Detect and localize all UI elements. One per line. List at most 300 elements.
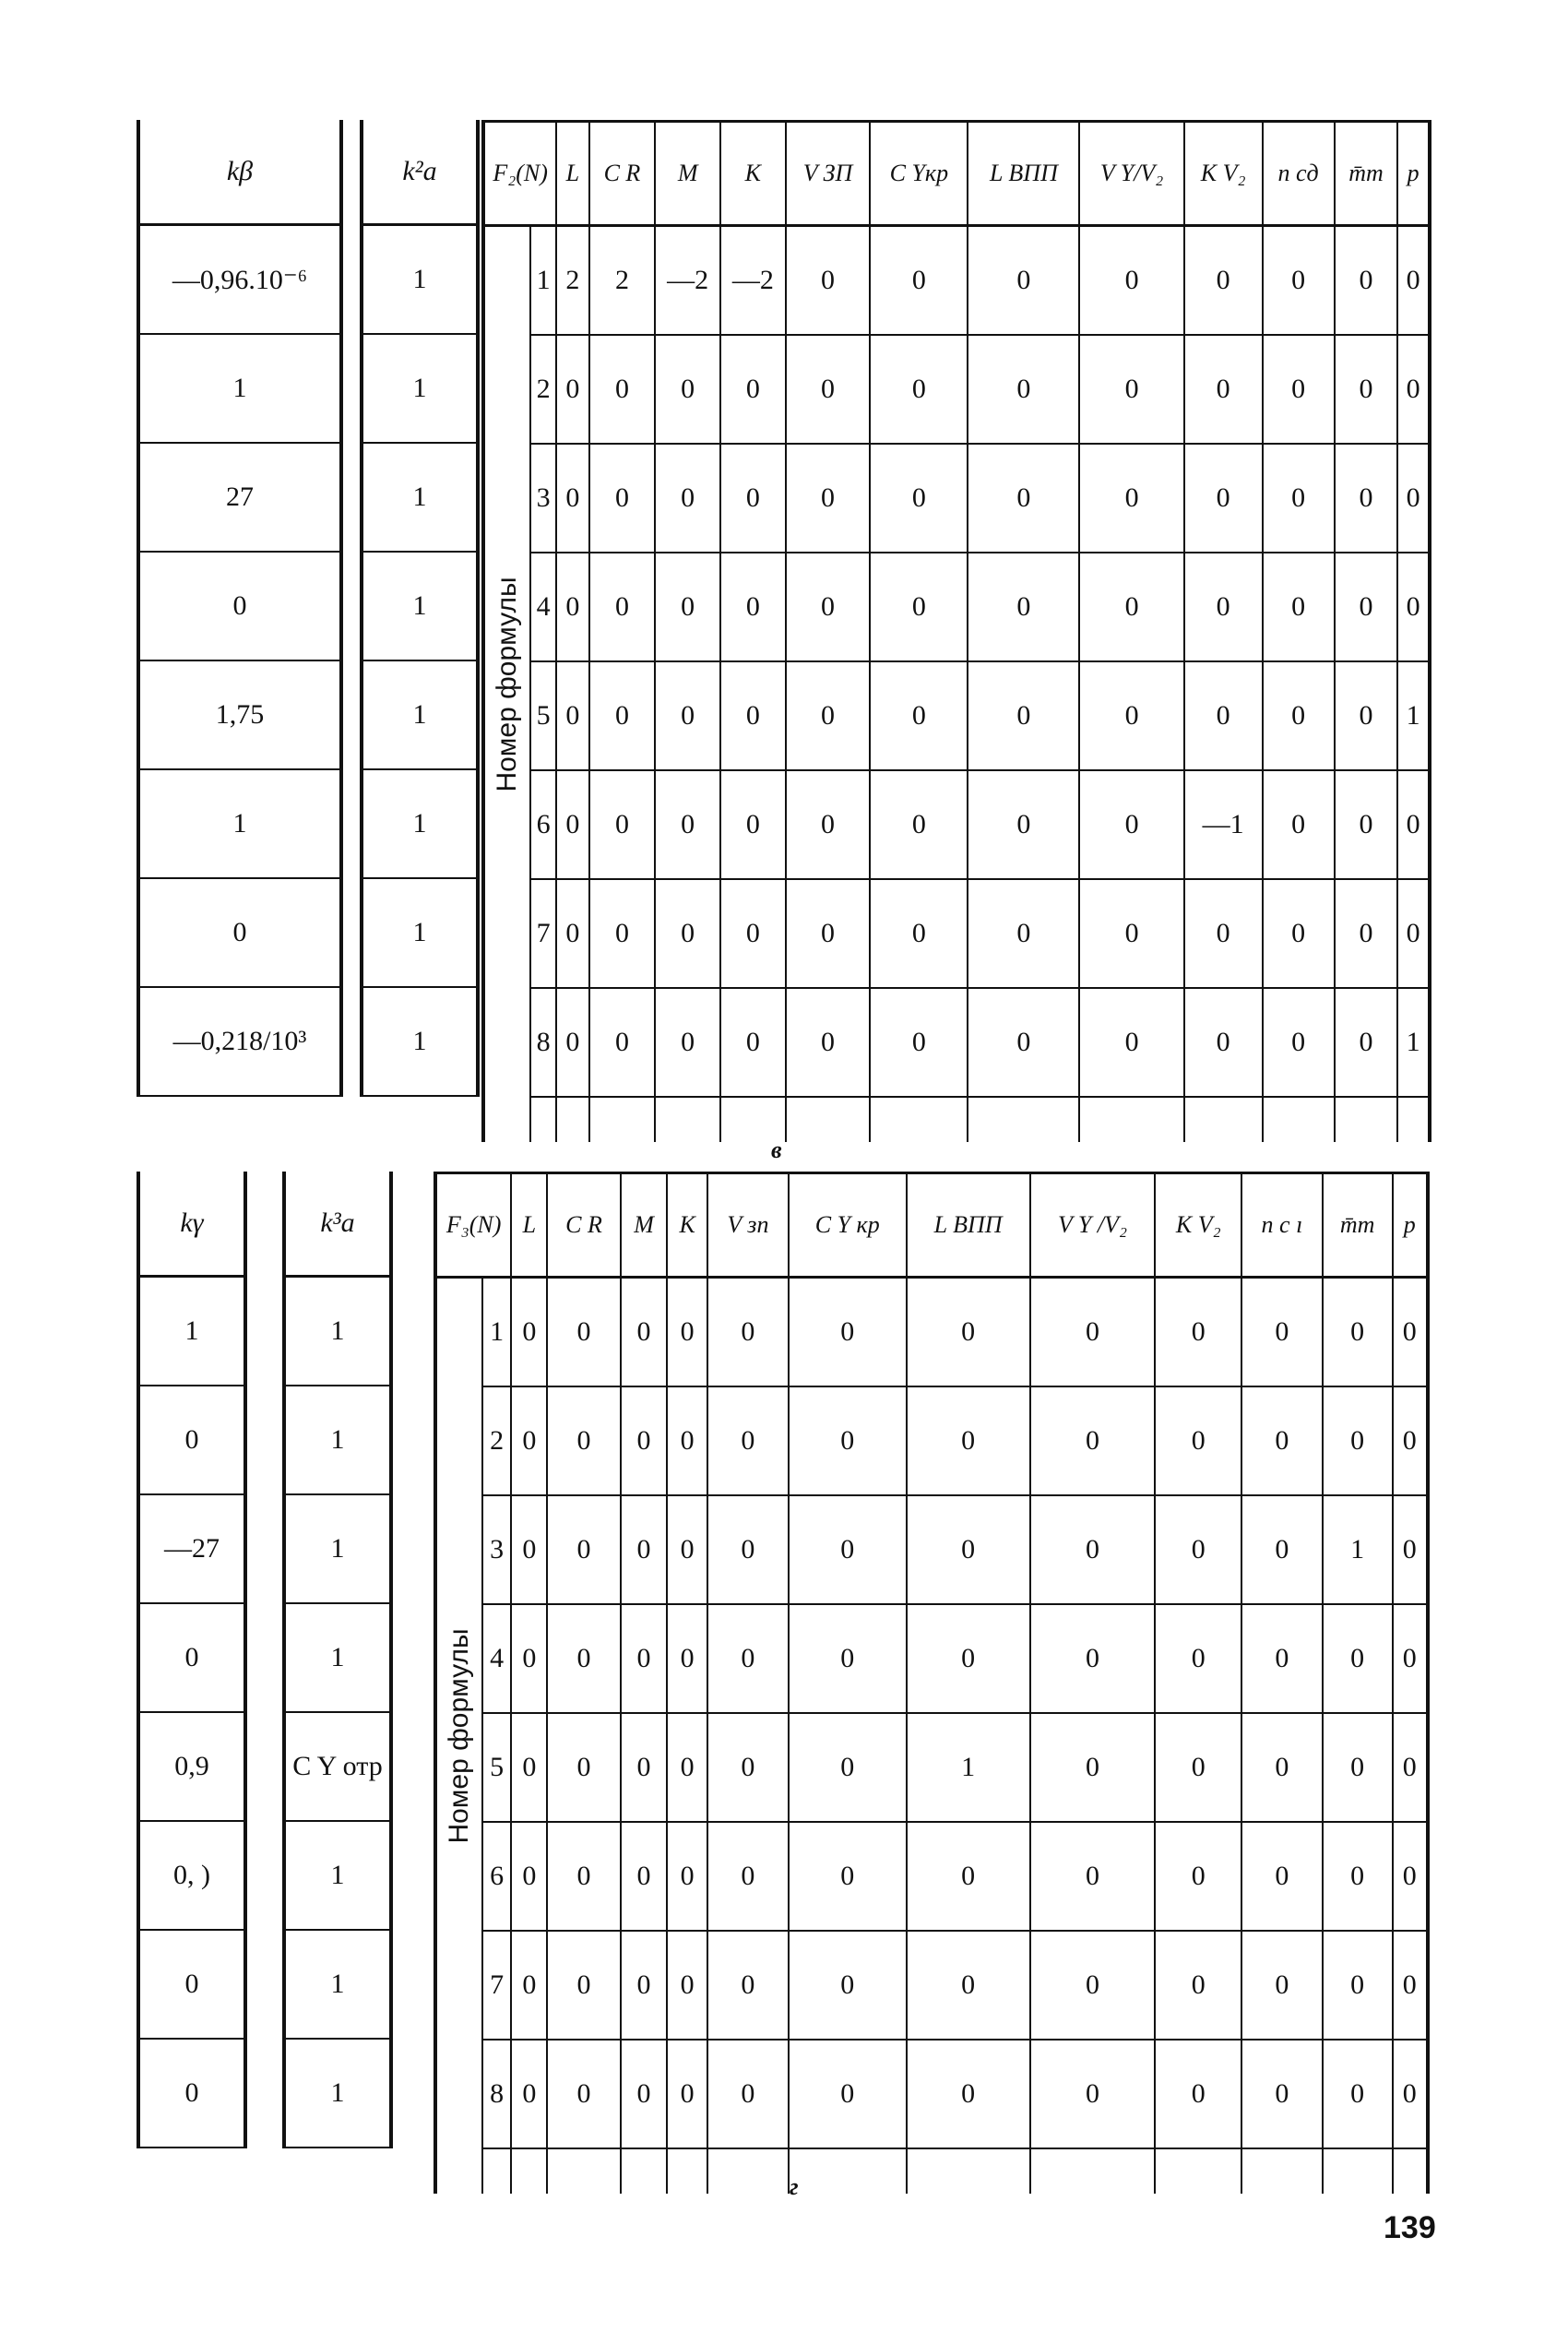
table-cell: —2 — [655, 226, 720, 336]
table-cell: 0 — [789, 1386, 907, 1495]
table-cell: 0 — [707, 1931, 789, 2040]
tail-cell — [482, 2148, 511, 2194]
table-cell: 0 — [1241, 1931, 1322, 2040]
table-cell: 0 — [511, 1495, 547, 1604]
table-cell: 0 — [1263, 988, 1335, 1097]
table-cell: 0 — [589, 661, 656, 770]
table-cell: 0 — [786, 444, 871, 553]
table-cell: 5 — [530, 661, 556, 770]
table-cell: 0 — [707, 1278, 789, 1387]
table-cell: 0 — [720, 335, 786, 444]
table-cell: 0 — [1030, 1386, 1156, 1495]
cell: 1 — [362, 878, 478, 987]
table-cell: 0 — [707, 1604, 789, 1713]
table-row — [483, 879, 1430, 988]
table-cell: 0 — [907, 1822, 1030, 1931]
cell: 0 — [138, 552, 341, 660]
table-cell: 0 — [1241, 1386, 1322, 1495]
bottom-caption: г — [790, 2173, 799, 2200]
table-cell: 0 — [667, 1386, 707, 1495]
column-header: K — [720, 122, 786, 226]
row-label-cell — [483, 226, 530, 1143]
table-cell: 0 — [870, 335, 968, 444]
table-cell: 0 — [1397, 879, 1430, 988]
table-cell: 0 — [968, 770, 1079, 879]
cell: 0, ) — [138, 1821, 245, 1930]
tail-cell — [870, 1097, 968, 1142]
cell: 1 — [362, 769, 478, 878]
tail-cell — [511, 2148, 547, 2194]
tail-cell — [655, 1097, 720, 1142]
table-cell: 0 — [1079, 879, 1183, 988]
table-cell: 0 — [1263, 770, 1335, 879]
table-cell: 0 — [789, 1604, 907, 1713]
cell: 1 — [284, 1603, 391, 1712]
table-cell: 0 — [667, 1604, 707, 1713]
table-cell: 0 — [547, 1604, 620, 1713]
cell: 1 — [362, 987, 478, 1096]
table-cell: 0 — [1323, 1386, 1393, 1495]
table-cell: 0 — [1323, 2040, 1393, 2148]
table-cell: 0 — [789, 1278, 907, 1387]
table-cell: 0 — [655, 770, 720, 879]
tail-cell — [1241, 2148, 1322, 2194]
table-cell: 0 — [1184, 553, 1263, 661]
tail-cell — [1335, 1097, 1398, 1142]
tail-cell — [589, 1097, 656, 1142]
column-header: K V₂ — [1184, 122, 1263, 226]
ka2-table — [360, 120, 480, 1097]
tail-cell — [667, 2148, 707, 2194]
kbeta-table — [137, 120, 343, 1097]
tail-cell — [1079, 1097, 1183, 1142]
cell: 27 — [138, 443, 341, 552]
cell: 0 — [138, 1386, 245, 1494]
table-cell: 2 — [556, 226, 588, 336]
table-cell: 0 — [707, 1495, 789, 1604]
tail-cell — [968, 1097, 1079, 1142]
column-header: V Y/V₂ — [1079, 122, 1183, 226]
table-cell: 0 — [870, 226, 968, 336]
table-cell: 0 — [655, 661, 720, 770]
table-cell: 0 — [655, 879, 720, 988]
table-cell: 0 — [547, 1495, 620, 1604]
tail-cell — [1030, 2148, 1156, 2194]
cell: 0 — [138, 878, 341, 987]
column-header: C Y кр — [789, 1173, 907, 1278]
table-cell: 0 — [1030, 1931, 1156, 2040]
table-cell: 0 — [589, 553, 656, 661]
table-cell: 0 — [1155, 1713, 1241, 1822]
bottom-main-body — [435, 1278, 1428, 2195]
table-cell: 0 — [589, 444, 656, 553]
table-cell: 0 — [547, 2040, 620, 2148]
ka2-header: k²a — [362, 120, 478, 225]
table-cell: 0 — [1263, 661, 1335, 770]
column-header: p — [1393, 1173, 1428, 1278]
top-main-table — [481, 120, 1431, 1142]
table-cell: 0 — [1393, 1713, 1428, 1822]
table-cell: 4 — [482, 1604, 511, 1713]
table-cell: 1 — [530, 226, 556, 336]
table-cell: 0 — [1079, 226, 1183, 336]
table-cell: 0 — [786, 553, 871, 661]
table-cell: 0 — [1393, 1822, 1428, 1931]
table-cell: 7 — [530, 879, 556, 988]
column-header: n c ı — [1241, 1173, 1322, 1278]
table-cell: 0 — [1155, 1604, 1241, 1713]
table-cell: 0 — [511, 1931, 547, 2040]
table-cell: 0 — [720, 444, 786, 553]
table-cell: 0 — [1393, 1495, 1428, 1604]
table-row — [483, 770, 1430, 879]
table-cell: 0 — [707, 2040, 789, 2148]
cell: —27 — [138, 1494, 245, 1603]
kgamma-table — [137, 1172, 247, 2148]
cell: 1 — [284, 1277, 391, 1386]
table-row — [435, 1822, 1428, 1931]
table-cell: 0 — [621, 1931, 668, 2040]
table-cell: 0 — [1155, 1278, 1241, 1387]
cell: 1 — [284, 1386, 391, 1494]
kbeta-header: kβ — [138, 120, 341, 225]
table-cell: 0 — [707, 1822, 789, 1931]
table-cell: 0 — [1241, 2040, 1322, 2148]
cell: 1 — [362, 660, 478, 769]
table-cell: 0 — [1184, 661, 1263, 770]
table-cell: 0 — [621, 1386, 668, 1495]
table-row — [483, 444, 1430, 553]
table-cell: 0 — [786, 335, 871, 444]
table-cell: 0 — [1241, 1713, 1322, 1822]
row-label: Номер формулы — [492, 577, 522, 792]
table-cell: 0 — [589, 335, 656, 444]
table-cell: 0 — [1079, 661, 1183, 770]
cell: 1,75 — [138, 660, 341, 769]
table-cell: 0 — [556, 770, 588, 879]
table-cell: 0 — [870, 988, 968, 1097]
table-cell: 0 — [621, 1495, 668, 1604]
table-cell: 0 — [1184, 444, 1263, 553]
table-cell: 0 — [1155, 1822, 1241, 1931]
tail-cell — [1397, 1097, 1430, 1142]
table-cell: 0 — [1155, 2040, 1241, 2148]
cell: 1 — [362, 334, 478, 443]
table-row — [435, 1495, 1428, 1604]
table-cell: 0 — [667, 2040, 707, 2148]
table-cell: 0 — [1323, 1822, 1393, 1931]
table-row — [435, 1931, 1428, 2040]
table-cell: 0 — [870, 444, 968, 553]
table-cell: 0 — [786, 988, 871, 1097]
table-cell: 0 — [547, 1822, 620, 1931]
table-row — [435, 1713, 1428, 1822]
cell: 0 — [138, 1930, 245, 2039]
table-cell: 0 — [870, 770, 968, 879]
table-cell: 0 — [547, 1386, 620, 1495]
table-cell: 0 — [968, 444, 1079, 553]
bottom-main-table-block — [434, 1172, 1430, 2194]
table-row — [483, 988, 1430, 1097]
table-cell: 0 — [720, 770, 786, 879]
table-cell: 0 — [907, 1604, 1030, 1713]
table-row — [435, 2040, 1428, 2148]
cell: —0,218/10³ — [138, 987, 341, 1096]
table-cell: 0 — [1397, 444, 1430, 553]
table-cell: 0 — [1263, 335, 1335, 444]
table-cell: 0 — [1030, 1495, 1156, 1604]
table-cell: 0 — [1079, 553, 1183, 661]
table-cell: 0 — [1184, 226, 1263, 336]
row-label: Номер формулы — [444, 1628, 474, 1844]
table-cell: 0 — [1079, 335, 1183, 444]
table-cell: 0 — [870, 879, 968, 988]
table-cell: 0 — [556, 661, 588, 770]
table-cell: —1 — [1184, 770, 1263, 879]
top-main-body — [483, 226, 1430, 1143]
table-cell: 0 — [1155, 1931, 1241, 2040]
table-cell: 1 — [482, 1278, 511, 1387]
table-cell: 0 — [707, 1386, 789, 1495]
table-cell: 0 — [655, 335, 720, 444]
table-cell: 0 — [707, 1713, 789, 1822]
column-header: M — [621, 1173, 668, 1278]
cell: 1 — [284, 1930, 391, 2039]
tail-cell — [556, 1097, 588, 1142]
cell: 1 — [362, 552, 478, 660]
table-cell: 0 — [1323, 1278, 1393, 1387]
tail-cell — [707, 2148, 789, 2194]
table-cell: 0 — [968, 661, 1079, 770]
table-cell: 3 — [482, 1495, 511, 1604]
table-cell: 0 — [1263, 879, 1335, 988]
table-cell: 0 — [1335, 988, 1398, 1097]
table-cell: 0 — [870, 661, 968, 770]
table-cell: 7 — [482, 1931, 511, 2040]
table-cell: 0 — [1323, 1931, 1393, 2040]
tail-cell — [1323, 2148, 1393, 2194]
column-header: C Yкр — [870, 122, 968, 226]
table-cell: 0 — [968, 879, 1079, 988]
table-cell: 0 — [511, 1713, 547, 1822]
table-cell: 0 — [621, 2040, 668, 2148]
table-cell: 1 — [907, 1713, 1030, 1822]
column-header: M — [655, 122, 720, 226]
table-row — [483, 661, 1430, 770]
table-cell: 4 — [530, 553, 556, 661]
table-cell: 0 — [655, 553, 720, 661]
tail-cell — [720, 1097, 786, 1142]
table-cell: 0 — [556, 553, 588, 661]
table-cell: 0 — [1030, 1604, 1156, 1713]
column-header: C R — [547, 1173, 620, 1278]
kgamma-body — [138, 1277, 245, 2148]
bottom-main-table — [434, 1172, 1430, 2194]
table-cell: 0 — [621, 1713, 668, 1822]
tail-cell — [1393, 2148, 1428, 2194]
table-cell: 0 — [1241, 1278, 1322, 1387]
table-cell: 0 — [1393, 1386, 1428, 1495]
table-cell: 0 — [655, 444, 720, 553]
table-cell: 0 — [907, 1278, 1030, 1387]
table-cell: 6 — [482, 1822, 511, 1931]
table-cell: 0 — [556, 988, 588, 1097]
table-cell: 0 — [556, 444, 588, 553]
table-cell: 0 — [1393, 1278, 1428, 1387]
table-cell: 0 — [511, 1278, 547, 1387]
table-cell: 0 — [1335, 879, 1398, 988]
table-cell: 0 — [720, 661, 786, 770]
table-cell: 0 — [1335, 770, 1398, 879]
cell: 1 — [138, 334, 341, 443]
table-cell: 0 — [789, 1822, 907, 1931]
table-cell: 5 — [482, 1713, 511, 1822]
column-header: F₃(N) — [435, 1173, 511, 1278]
table-row — [483, 553, 1430, 661]
table-cell: 0 — [1241, 1604, 1322, 1713]
table-cell: 0 — [667, 1495, 707, 1604]
column-header: V ЗП — [786, 122, 871, 226]
table-cell: 0 — [1241, 1822, 1322, 1931]
top-caption: в — [771, 1136, 782, 1163]
table-cell: 0 — [589, 770, 656, 879]
ka3-body — [284, 1277, 391, 2148]
table-row — [435, 1604, 1428, 1713]
bottom-main-header-row — [435, 1173, 1428, 1278]
table-cell: 0 — [1393, 1604, 1428, 1713]
table-cell: 0 — [667, 1931, 707, 2040]
table-cell: 0 — [1323, 1604, 1393, 1713]
table-cell: 0 — [786, 879, 871, 988]
table-cell: 0 — [621, 1604, 668, 1713]
table-cell: 0 — [547, 1713, 620, 1822]
table-cell: 6 — [530, 770, 556, 879]
tail-cell — [1155, 2148, 1241, 2194]
cell: 1 — [138, 769, 341, 878]
table-cell: 0 — [667, 1822, 707, 1931]
table-cell: 0 — [621, 1278, 668, 1387]
table-cell: 0 — [907, 1495, 1030, 1604]
cell: 1 — [362, 225, 478, 335]
table-cell: 0 — [1030, 1713, 1156, 1822]
table-cell: 0 — [968, 988, 1079, 1097]
table-cell: 0 — [1393, 2040, 1428, 2148]
column-header: V зп — [707, 1173, 789, 1278]
table-cell: 0 — [1184, 879, 1263, 988]
table-cell: 0 — [1030, 2040, 1156, 2148]
table-cell: 3 — [530, 444, 556, 553]
table-cell: 0 — [1335, 553, 1398, 661]
table-cell: 0 — [1263, 553, 1335, 661]
table-cell: 0 — [1335, 335, 1398, 444]
table-cell: 0 — [655, 988, 720, 1097]
table-cell: 0 — [1155, 1495, 1241, 1604]
table-cell: 2 — [530, 335, 556, 444]
tail-cell — [547, 2148, 620, 2194]
top-main-table-block — [481, 120, 1431, 1142]
tail-cell — [786, 1097, 871, 1142]
cell: 0,9 — [138, 1712, 245, 1821]
cell: 1 — [284, 1494, 391, 1603]
table-cell: 0 — [720, 553, 786, 661]
table-cell: 0 — [1335, 661, 1398, 770]
table-cell: 0 — [1241, 1495, 1322, 1604]
cell: 1 — [138, 1277, 245, 1386]
table-cell: 0 — [1079, 988, 1183, 1097]
table-cell: 0 — [667, 1278, 707, 1387]
table-cell: 0 — [1397, 335, 1430, 444]
table-row — [435, 1386, 1428, 1495]
table-cell: 2 — [482, 1386, 511, 1495]
table-cell: 0 — [789, 1931, 907, 2040]
table-cell: 8 — [482, 2040, 511, 2148]
tail-cell — [1263, 1097, 1335, 1142]
column-header: L ВПП — [968, 122, 1079, 226]
ka2-body — [362, 225, 478, 1097]
table-cell: 0 — [589, 988, 656, 1097]
column-header: n сд — [1263, 122, 1335, 226]
kgamma-table-block — [137, 1172, 247, 2148]
cell: 1 — [284, 1821, 391, 1930]
column-header: F₂(N) — [483, 122, 556, 226]
table-cell: 0 — [1079, 444, 1183, 553]
table-cell: 0 — [1323, 1713, 1393, 1822]
table-cell: —2 — [720, 226, 786, 336]
table-cell: 0 — [720, 879, 786, 988]
table-cell: 0 — [907, 2040, 1030, 2148]
table-cell: 0 — [1393, 1931, 1428, 2040]
row-label-cell — [435, 1278, 482, 2195]
column-header: V Y /V₂ — [1030, 1173, 1156, 1278]
table-cell: 0 — [968, 335, 1079, 444]
table-cell: 0 — [1030, 1278, 1156, 1387]
column-header: L — [556, 122, 588, 226]
table-cell: 0 — [511, 1822, 547, 1931]
kbeta-table-block — [137, 120, 343, 1097]
table-cell: 0 — [789, 2040, 907, 2148]
table-cell: 0 — [511, 1386, 547, 1495]
top-main-header-row — [483, 122, 1430, 226]
table-cell: 0 — [907, 1931, 1030, 2040]
table-cell: 0 — [789, 1495, 907, 1604]
table-row — [435, 1278, 1428, 1387]
table-cell: 0 — [1263, 226, 1335, 336]
table-cell: 0 — [1335, 226, 1398, 336]
tail-cell — [530, 1097, 556, 1142]
table-cell: 1 — [1397, 988, 1430, 1097]
table-cell: 0 — [547, 1931, 620, 2040]
table-cell: 0 — [1397, 770, 1430, 879]
column-header: K V₂ — [1155, 1173, 1241, 1278]
column-header: K — [667, 1173, 707, 1278]
table-cell: 0 — [1397, 226, 1430, 336]
page-number: 139 — [1384, 2210, 1436, 2245]
table-cell: 0 — [511, 2040, 547, 2148]
table-cell: 0 — [1184, 335, 1263, 444]
table-cell: 0 — [547, 1278, 620, 1387]
table-cell: 0 — [968, 226, 1079, 336]
table-cell: 0 — [786, 770, 871, 879]
table-cell: 0 — [1397, 553, 1430, 661]
column-header: m̄т — [1335, 122, 1398, 226]
table-cell: 2 — [589, 226, 656, 336]
column-header: p — [1397, 122, 1430, 226]
table-cell: 0 — [968, 553, 1079, 661]
table-cell: 0 — [1030, 1822, 1156, 1931]
kbeta-body — [138, 225, 341, 1097]
cell: 0 — [138, 1603, 245, 1712]
table-cell: 0 — [786, 661, 871, 770]
